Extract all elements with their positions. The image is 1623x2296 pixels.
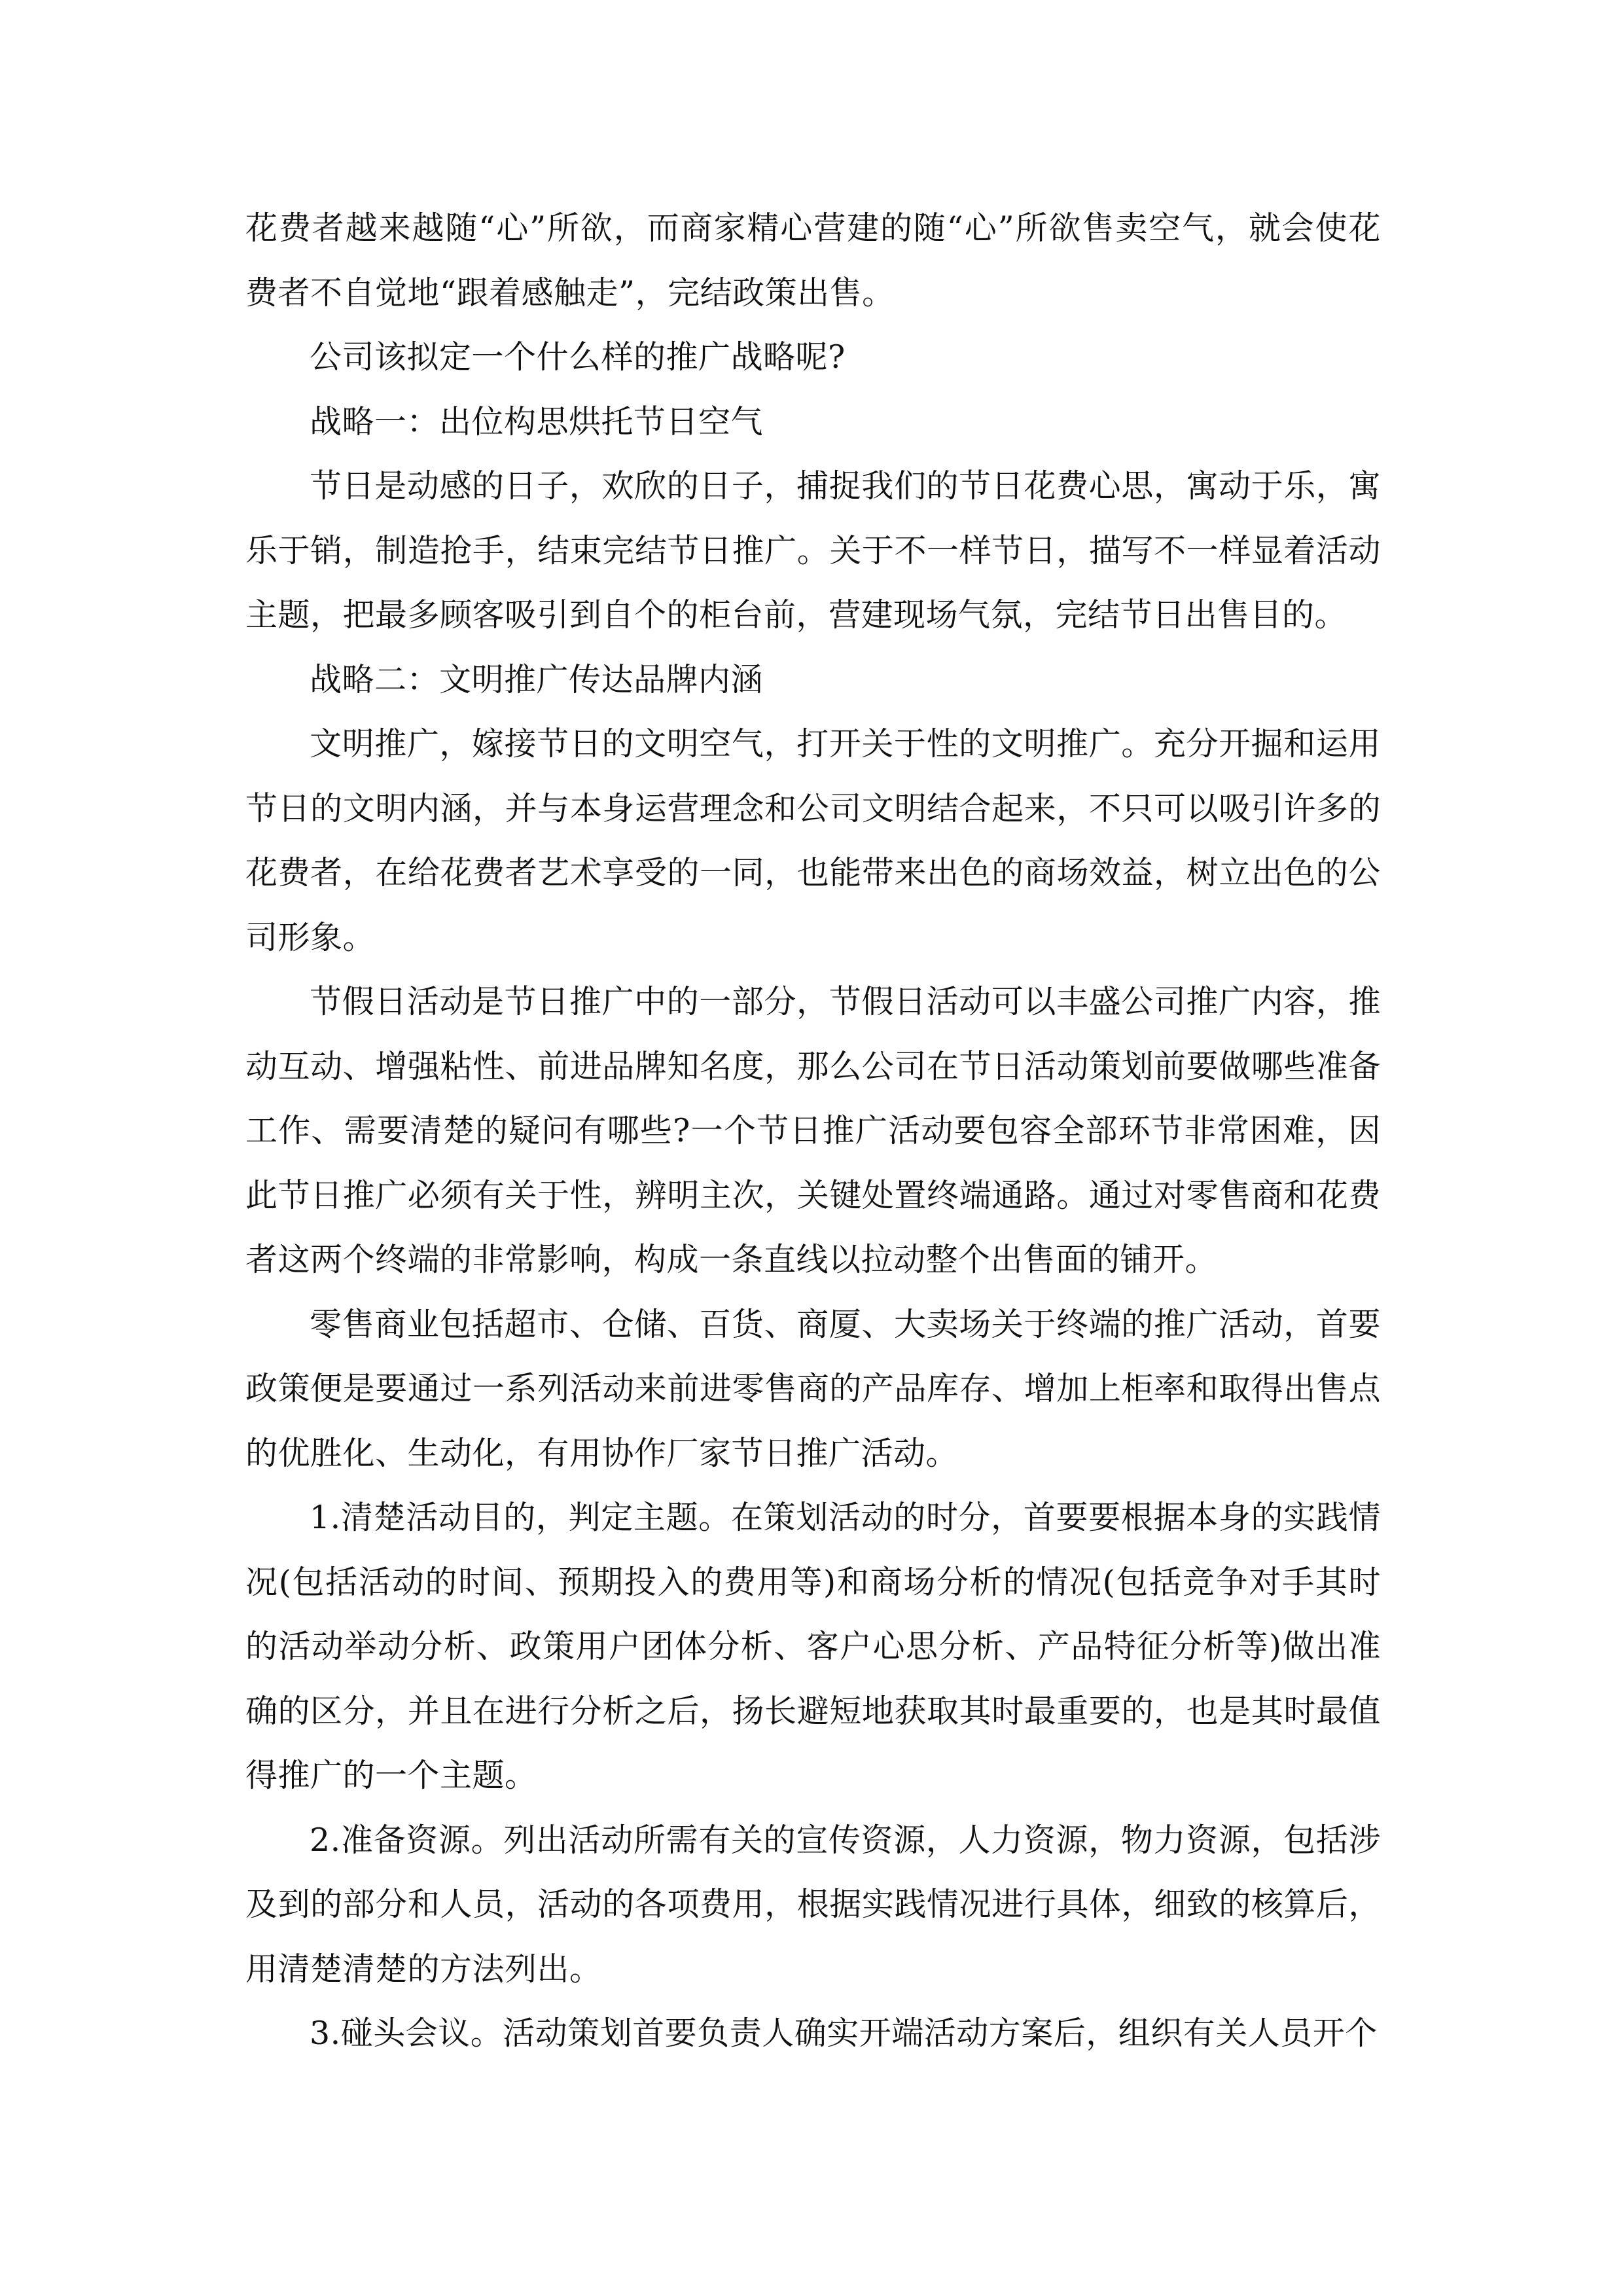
holiday-activity-paragraph: 节假日活动是节日推广中的一部分，节假日活动可以丰盛公司推广内容，推动互动、增强粘性、前进品牌知名度，那么公司在节日活动策划前要做哪些准备工作、需要清楚的疑问有哪些?一个节日推广活动要包容全部环节非常困难，因此节日推广必须有关于性，辨明主次，关键处置终端通路。通过对零售商和花费者这两个终端的非常影响，构成一条直线以拉动整个出售面的铺开。 [245, 983, 1381, 1278]
paragraph-continuation: 花费者越来越随“心”所欲，而商家精心营建的随“心”所欲售卖空气，就会使花费者不自觉地“跟着感触走”，完结政策出售。 [245, 209, 1381, 312]
step-1-paragraph: 1.清楚活动目的，判定主题。在策划活动的时分，首要要根据本身的实践情况(包括活动的时间、预期投入的费用等)和商场分析的情况(包括竞争对手其时的活动举动分析、政策用户团体分析、客户心思分析、产品特征分析等)做出准确的区分，并且在进行分析之后，扬长避短地获取其时最重要的，也是其时最值得推广的一个主题。 [245, 1499, 1381, 1794]
strategy-two-heading: 战略二：文明推广传达品牌内涵 [310, 660, 764, 698]
step-3-paragraph: 3.碰头会议。活动策划首要负责人确实开端活动方案后，组织有关人员开个 [310, 2015, 1378, 2052]
strategy-one-body: 节日是动感的日子，欢欣的日子，捕捉我们的节日花费心思，寓动于乐，寓乐于销，制造抢手，结束完结节日推广。关于不一样节日，描写不一样显着活动主题，把最多顾客吸引到自个的柜台前，营建现场气氛，完结节日出售目的。 [245, 467, 1381, 634]
retail-paragraph: 零售商业包括超市、仓储、百货、商厦、大卖场关于终端的推广活动，首要政策便是要通过一系列活动来前进零售商的产品库存、增加上柜率和取得出售点的优胜化、生动化，有用协作厂家节日推广活动。 [245, 1305, 1381, 1472]
strategy-one-heading: 战略一：出位构思烘托节日空气 [310, 403, 764, 440]
document-page [245, 196, 1381, 2066]
paragraph-question: 公司该拟定一个什么样的推广战略呢? [310, 338, 846, 376]
step-2-paragraph: 2.准备资源。列出活动所需有关的宣传资源，人力资源，物力资源，包括涉及到的部分和人员，活动的各项费用，根据实践情况进行具体，细致的核算后，用清楚清楚的方法列出。 [245, 1821, 1381, 1988]
strategy-two-body: 文明推广，嫁接节日的文明空气，打开关于性的文明推广。充分开掘和运用节日的文明内涵，并与本身运营理念和公司文明结合起来，不只可以吸引许多的花费者，在给花费者艺术享受的一同，也能带来出色的商场效益，树立出色的公司形象。 [245, 725, 1381, 956]
